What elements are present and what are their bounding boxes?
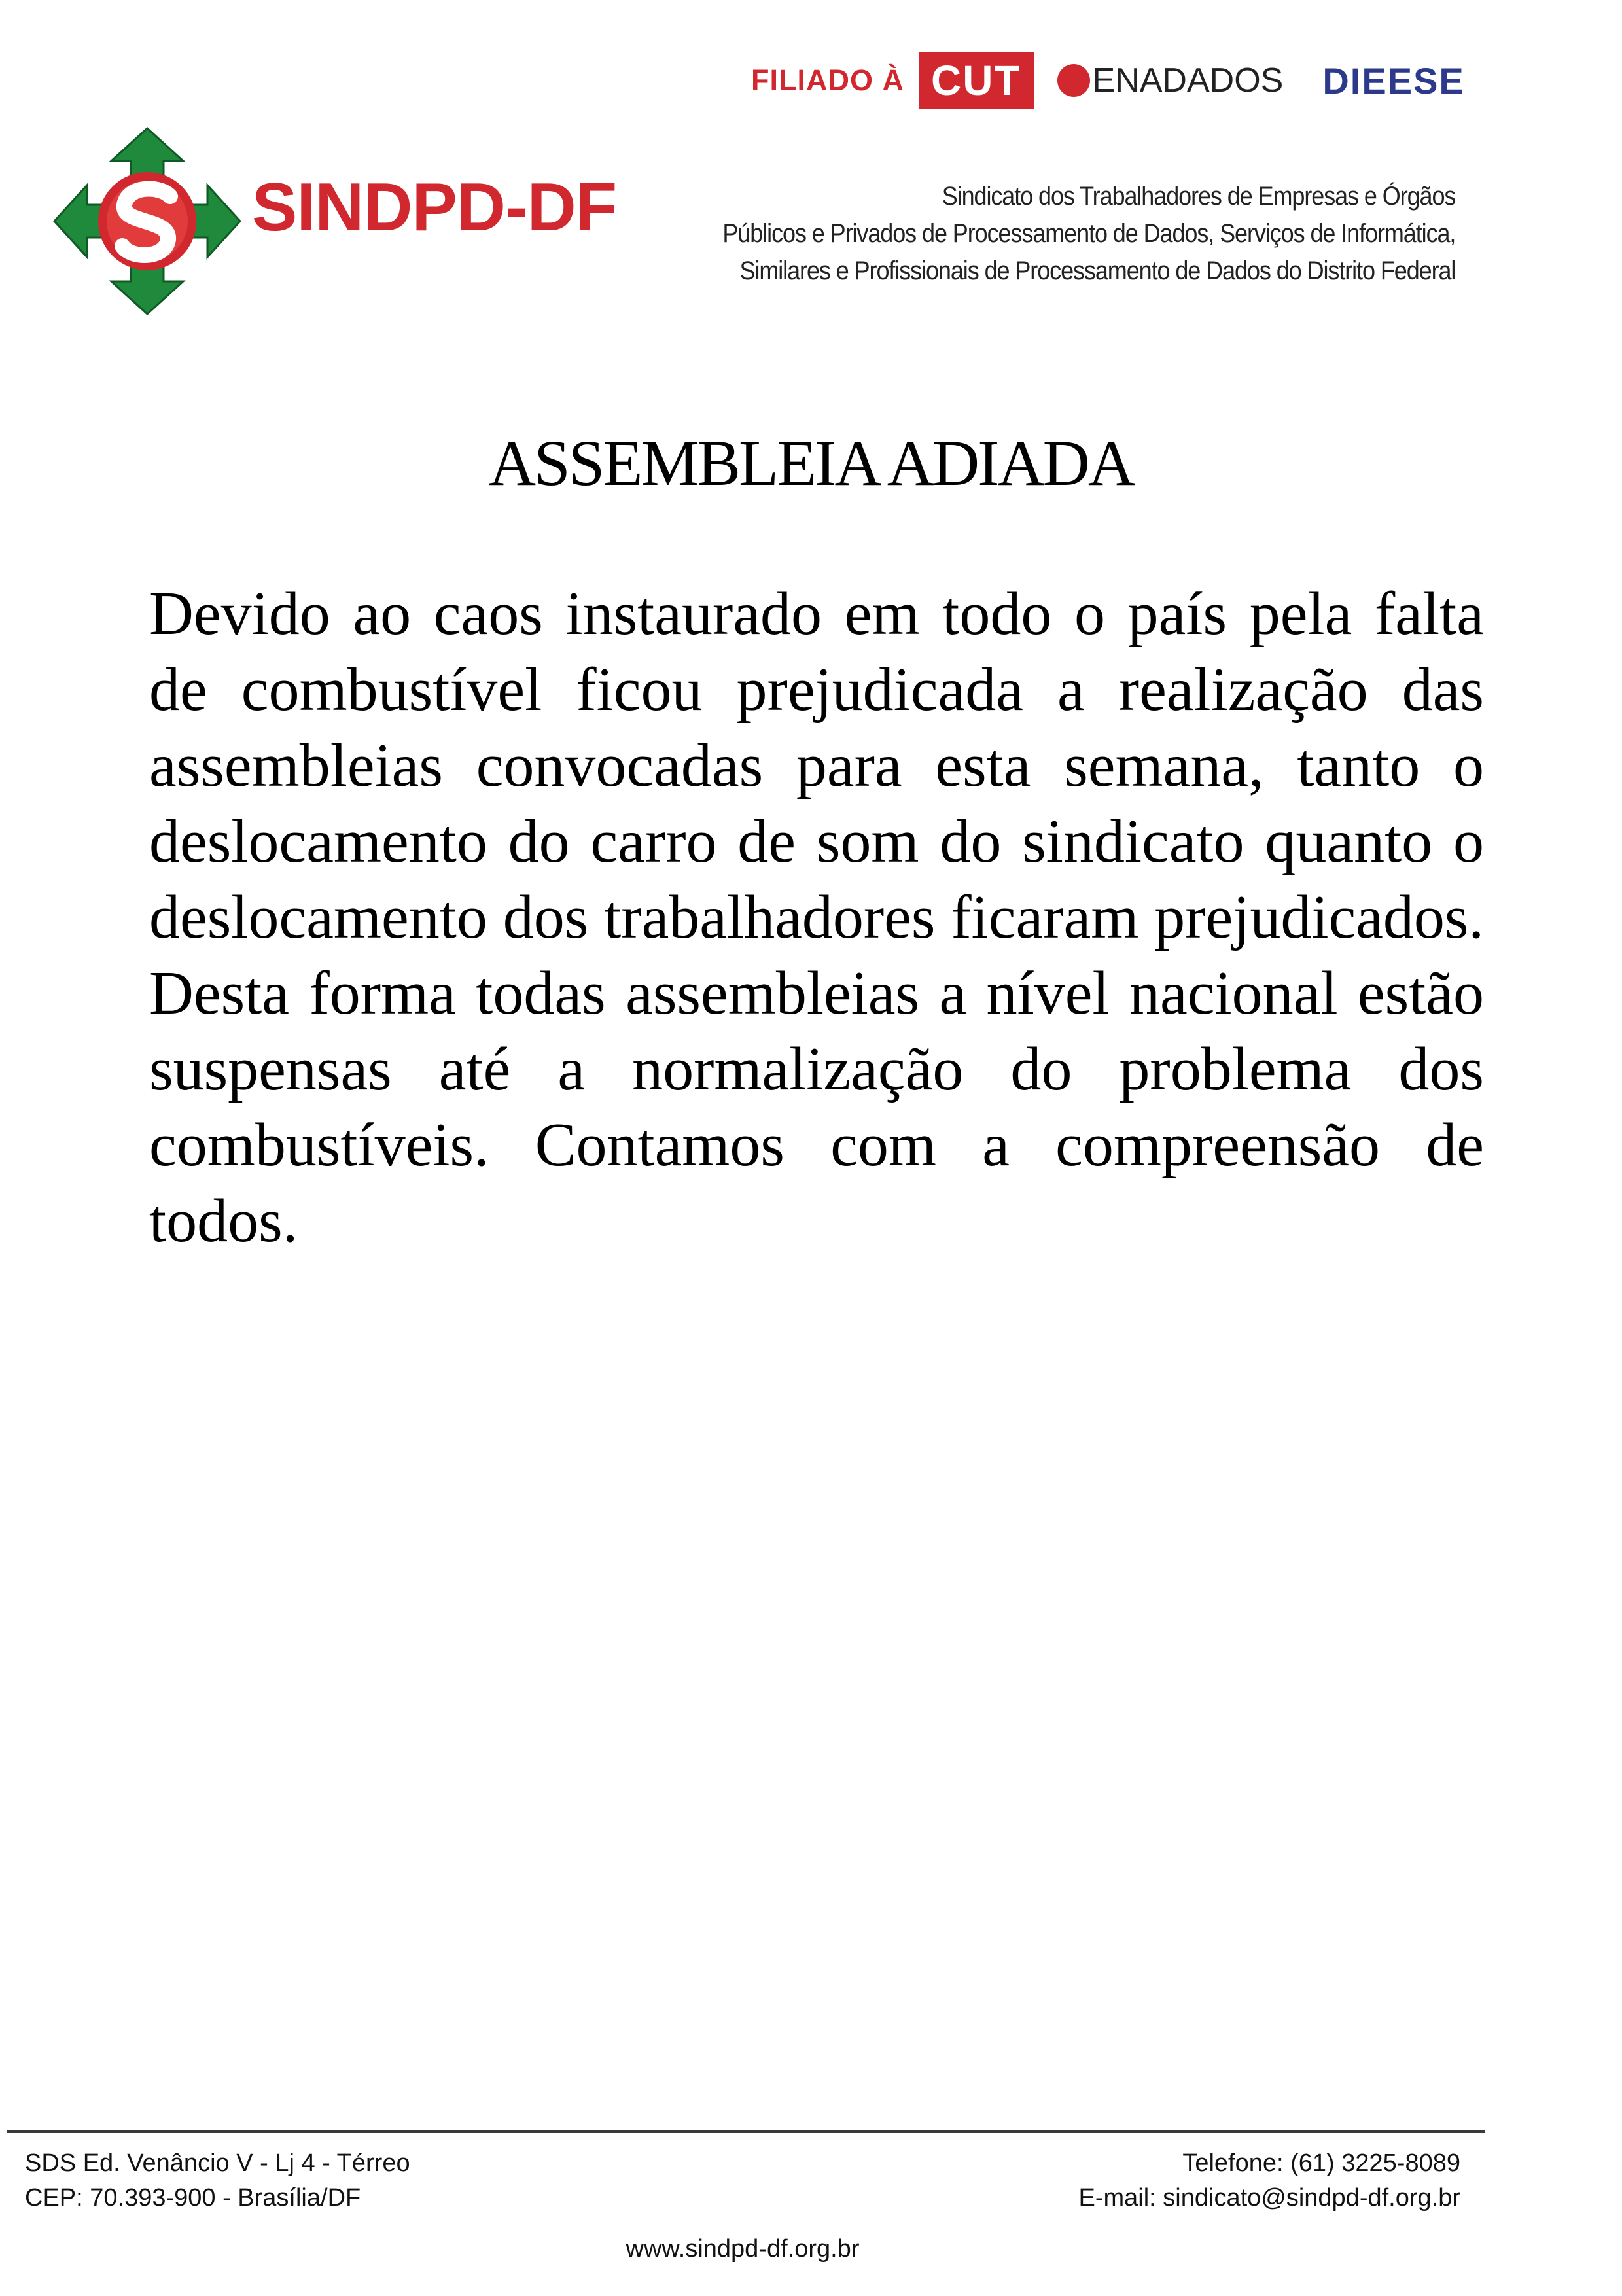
affiliation-bar xyxy=(751,51,1510,110)
union-description-line: Públicos e Privados de Processamento de Dados, Serviços de Informática, xyxy=(722,219,1455,248)
footer-address xyxy=(25,2146,410,2216)
affiliation-label: FILIADO À xyxy=(751,63,904,97)
fenadados-text: ENADADOS xyxy=(1092,62,1284,99)
union-description xyxy=(722,178,1455,290)
cut-logo: CUT xyxy=(919,52,1034,109)
notice-body: Devido ao caos instaurado em todo o país pela falta de combustível ficou prejudicada a realização das assembleias convocadas para esta semana, tanto o deslocamento do carro de som do sindicato quanto o deslocamento dos trabalhadores ficaram prejudicados. Desta forma todas assembleias a nível nacional estão suspensas até a normalização do problema dos combustíveis. Contamos com a compreensão de todos. xyxy=(149,580,1484,1255)
footer-divider xyxy=(7,2130,1485,2133)
address-line: SDS Ed. Venâncio V - Lj 4 - Térreo xyxy=(25,2149,410,2177)
email-address: E-mail: sindicato@sindpd-df.org.br xyxy=(1078,2184,1460,2212)
fenadados-mark-icon xyxy=(1057,64,1090,97)
fenadados-logo xyxy=(1057,61,1284,100)
footer-contact xyxy=(1079,2146,1461,2216)
website-link[interactable]: www.sindpd-df.org.br xyxy=(626,2235,860,2263)
sindpd-logo-icon xyxy=(49,123,245,319)
union-description-line: Sindicato dos Trabalhadores de Empresas e Órgãos xyxy=(942,182,1455,211)
postal-code-line: CEP: 70.393-900 - Brasília/DF xyxy=(25,2184,361,2212)
logo-wordmark: SINDPD-DF xyxy=(252,169,617,245)
notice-title: ASSEMBLEIA ADIADA xyxy=(488,427,1134,499)
dieese-logo: DIEESE xyxy=(1322,60,1465,101)
union-description-line: Similares e Profissionais de Processamento de Dados do Distrito Federal xyxy=(739,256,1455,285)
phone-number: Telefone: (61) 3225-8089 xyxy=(1182,2149,1460,2177)
